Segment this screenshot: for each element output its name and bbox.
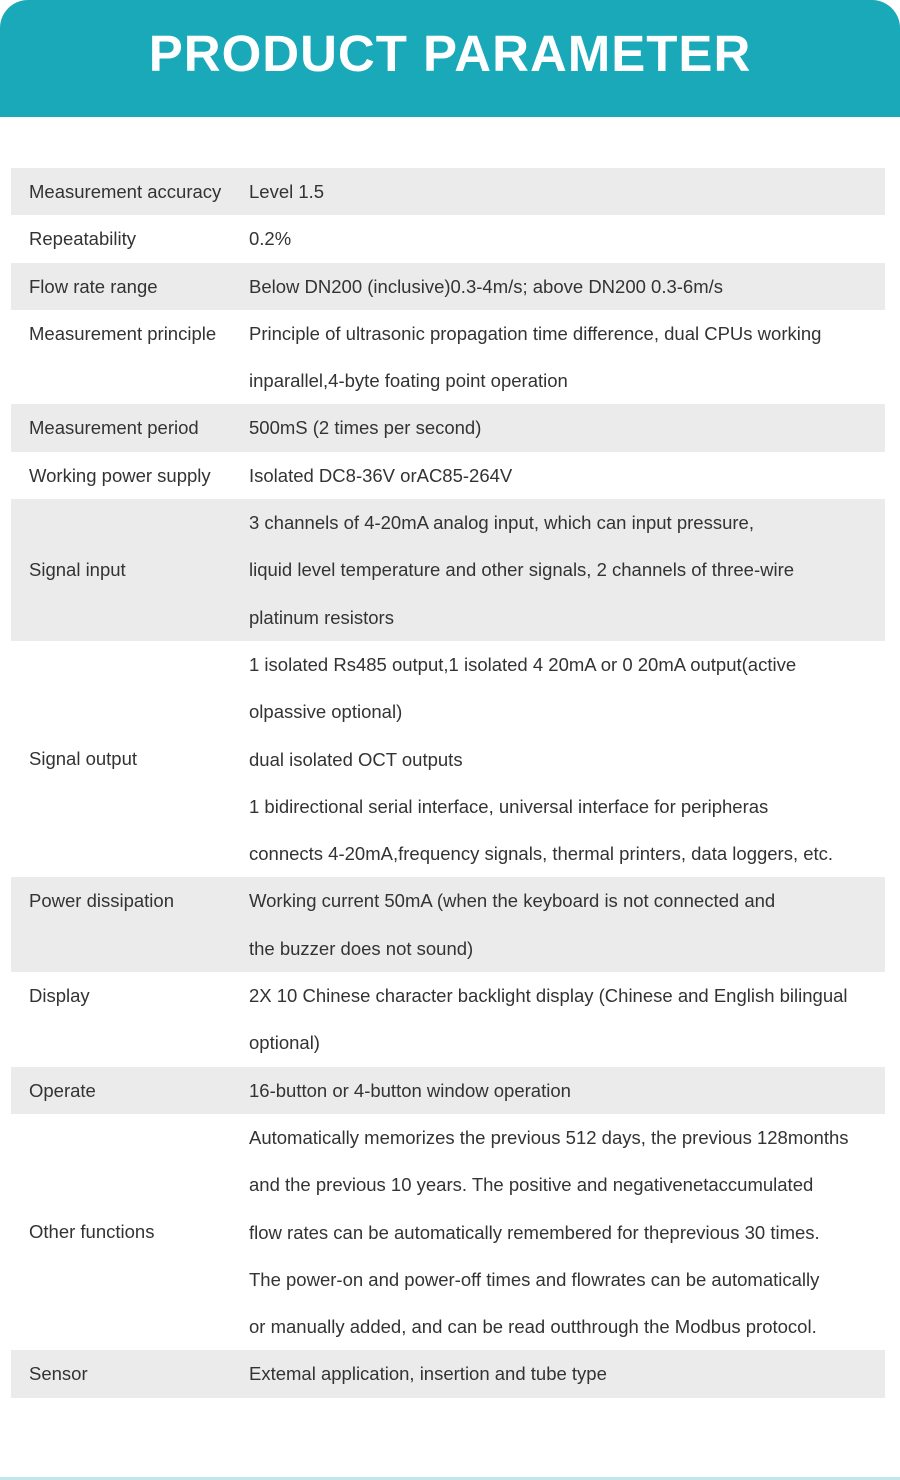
table-row-operate	[11, 1067, 885, 1114]
row-label: Other functions	[29, 1221, 155, 1243]
value-line: Level 1.5	[249, 181, 325, 202]
value-line: optional)	[249, 1032, 320, 1054]
row-label: Operate	[29, 1079, 96, 1101]
value-line: the buzzer does not sound)	[249, 937, 474, 959]
value-line: platinum resistors	[249, 606, 394, 628]
value-line: connects 4-20mA,frequency signals, thermal printers, data loggers, etc.	[249, 843, 834, 865]
table-row-signal-output	[11, 641, 885, 877]
row-value	[249, 641, 885, 877]
row-value	[249, 499, 885, 641]
table-row-power-dissipation	[11, 877, 885, 972]
value-line: 1 isolated Rs485 output,1 isolated 4 20mA or 0 20mA output(active	[249, 653, 797, 675]
row-value	[249, 1067, 885, 1114]
row-label: Signal input	[29, 559, 126, 581]
row-label: Sensor	[29, 1363, 88, 1385]
row-label: Display	[29, 985, 90, 1007]
row-value	[249, 1350, 885, 1397]
value-line: and the previous 10 years. The positive and negativenetaccumulated	[249, 1174, 814, 1196]
row-label: Measurement period	[29, 417, 199, 439]
row-label: Working power supply	[29, 464, 211, 486]
table-row-other-functions	[11, 1114, 885, 1350]
value-line: The power-on and power-off times and flowrates can be automatically	[249, 1268, 820, 1290]
table-row-measurement-accuracy	[11, 168, 885, 215]
row-value	[249, 263, 885, 310]
row-label: Signal output	[29, 748, 138, 770]
table-row-working-power-supply	[11, 452, 885, 499]
row-value	[249, 404, 885, 451]
value-line: dual isolated OCT outputs	[249, 748, 463, 770]
row-label: Measurement accuracy	[29, 181, 222, 202]
value-line: Below DN200 (inclusive)0.3-4m/s; above DN200 0.3-6m/s	[249, 275, 724, 297]
value-line: Automatically memorizes the previous 512 days, the previous 128months	[249, 1126, 849, 1148]
value-line: 16-button or 4-button window operation	[249, 1079, 571, 1101]
row-value	[249, 215, 885, 262]
value-line: 3 channels of 4-20mA analog input, which can input pressure,	[249, 512, 754, 534]
table-row-measurement-principle	[11, 310, 885, 405]
value-line: Principle of ultrasonic propagation time difference, dual CPUs working	[249, 322, 822, 344]
row-label: Measurement principle	[29, 322, 217, 344]
value-line: 2X 10 Chinese character backlight display (Chinese and English bilingual	[249, 985, 848, 1007]
table-row-flow-rate-range	[11, 263, 885, 310]
row-value	[249, 168, 885, 215]
row-value	[249, 452, 885, 499]
value-line: flow rates can be automatically remembered for theprevious 30 times.	[249, 1221, 820, 1243]
row-value	[249, 310, 885, 405]
value-line: Working current 50mA (when the keyboard is not connected and	[249, 890, 776, 912]
table-row-repeatability	[11, 215, 885, 262]
value-line: or manually added, and can be read outthrough the Modbus protocol.	[249, 1316, 817, 1338]
table-row-measurement-period	[11, 404, 885, 451]
row-label: Repeatability	[29, 228, 136, 250]
row-value	[249, 972, 885, 1067]
value-line: Isolated DC8-36V orAC85-264V	[249, 464, 513, 486]
table-row-signal-input	[11, 499, 885, 641]
page-title: PRODUCT PARAMETER	[148, 25, 752, 82]
row-value	[249, 877, 885, 972]
value-line: 500mS (2 times per second)	[249, 417, 482, 439]
table-row-sensor	[11, 1350, 885, 1397]
value-line: 0.2%	[249, 228, 292, 250]
value-line: olpassive optional)	[249, 701, 403, 723]
row-label: Power dissipation	[29, 890, 174, 912]
header-banner	[0, 0, 900, 117]
row-label: Flow rate range	[29, 275, 158, 297]
row-value	[249, 1114, 885, 1350]
parameter-table	[11, 168, 885, 1398]
value-line: inparallel,4-byte foating point operation	[249, 370, 568, 392]
value-line: Extemal application, insertion and tube type	[249, 1363, 607, 1385]
table-row-display	[11, 972, 885, 1067]
value-line: liquid level temperature and other signals, 2 channels of three-wire	[249, 559, 795, 581]
value-line: 1 bidirectional serial interface, universal interface for peripheras	[249, 795, 769, 817]
